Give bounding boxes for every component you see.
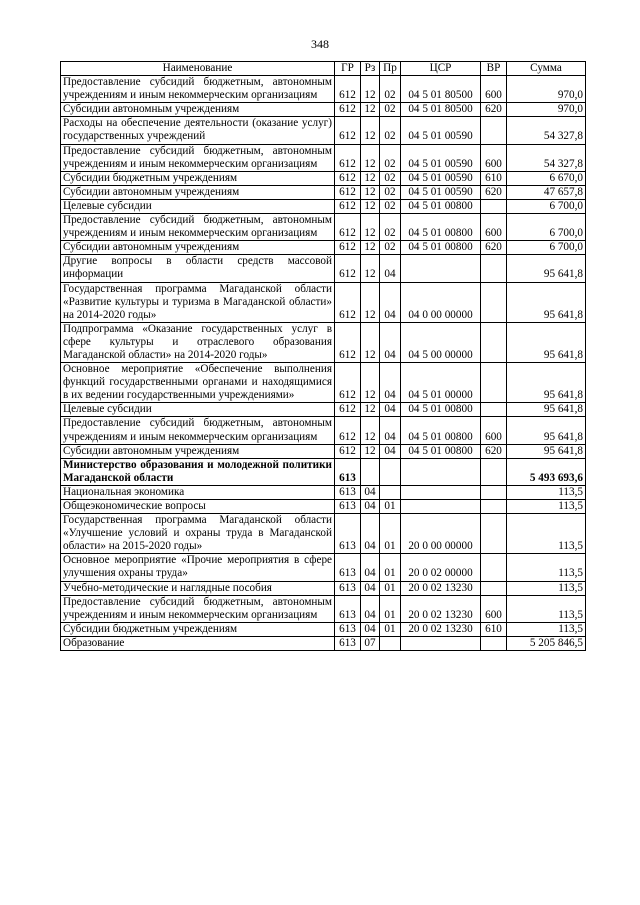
row-gr: 613 [335,554,361,581]
row-name: Национальная экономика [61,485,335,499]
row-gr: 612 [335,214,361,241]
row-rz: 12 [361,282,380,322]
table-row [61,185,586,199]
row-gr: 612 [335,144,361,171]
header-vr: ВР [481,62,507,76]
row-vr: 610 [481,171,507,185]
row-name: Основное мероприятие «Прочие мероприятия в сфере улучшения охраны труда» [61,554,335,581]
row-rz: 12 [361,117,380,144]
row-sum: 113,5 [507,581,586,595]
table-header-row [61,62,586,76]
table-row [61,417,586,444]
row-sum: 5 493 693,6 [507,458,586,485]
table-row [61,595,586,622]
row-rz: 12 [361,255,380,282]
row-name: Целевые субсидии [61,403,335,417]
row-pr: 04 [380,282,401,322]
row-rz: 12 [361,144,380,171]
row-name: Субсидии автономным учреждениям [61,103,335,117]
row-name: Образование [61,636,335,650]
table-row [61,241,586,255]
row-pr: 02 [380,214,401,241]
row-csr: 04 5 01 00590 [401,117,481,144]
table-row [61,255,586,282]
row-rz: 12 [361,214,380,241]
row-vr [481,458,507,485]
row-sum: 95 641,8 [507,444,586,458]
row-csr: 04 5 01 00800 [401,199,481,213]
row-csr: 04 5 01 00800 [401,214,481,241]
row-csr: 04 5 01 00590 [401,171,481,185]
table-row [61,322,586,362]
row-gr: 612 [335,103,361,117]
row-name: Предоставление субсидий бюджетным, автономным учреждениям и иным некоммерческим организациям [61,595,335,622]
row-pr: 01 [380,500,401,514]
row-csr: 04 5 01 80500 [401,103,481,117]
row-sum: 95 641,8 [507,322,586,362]
row-name: Расходы на обеспечение деятельности (оказание услуг) государственных учреждений [61,117,335,144]
row-csr: 04 5 01 00800 [401,403,481,417]
row-csr: 20 0 00 00000 [401,514,481,554]
row-csr: 04 5 01 00590 [401,144,481,171]
row-vr [481,403,507,417]
row-sum: 970,0 [507,76,586,103]
row-vr: 600 [481,144,507,171]
row-name: Учебно-методические и наглядные пособия [61,581,335,595]
row-name: Министерство образования и молодежной политики Магаданской области [61,458,335,485]
table-row [61,636,586,650]
row-csr: 20 0 02 13230 [401,581,481,595]
row-name: Предоставление субсидий бюджетным, автономным учреждениям и иным некоммерческим организациям [61,214,335,241]
row-name: Целевые субсидии [61,199,335,213]
row-rz: 04 [361,595,380,622]
row-gr: 613 [335,458,361,485]
row-name: Субсидии автономным учреждениям [61,444,335,458]
row-gr: 612 [335,76,361,103]
row-rz: 04 [361,554,380,581]
row-sum: 95 641,8 [507,282,586,322]
row-gr: 613 [335,485,361,499]
header-rz: Рз [361,62,380,76]
row-rz: 12 [361,76,380,103]
row-csr [401,500,481,514]
row-rz: 04 [361,500,380,514]
row-name: Основное мероприятие «Обеспечение выполнения функций государственными органами и находящимися в их ведении государственными учреждениями» [61,363,335,403]
row-rz: 12 [361,199,380,213]
row-sum: 95 641,8 [507,363,586,403]
row-rz [361,458,380,485]
row-pr: 01 [380,595,401,622]
row-csr: 20 0 02 00000 [401,554,481,581]
row-sum: 113,5 [507,500,586,514]
row-rz: 12 [361,444,380,458]
row-gr: 613 [335,595,361,622]
table-row [61,581,586,595]
row-pr: 04 [380,403,401,417]
row-pr: 02 [380,76,401,103]
row-sum: 6 670,0 [507,171,586,185]
row-gr: 612 [335,444,361,458]
row-pr: 04 [380,417,401,444]
table-row [61,117,586,144]
row-rz: 04 [361,581,380,595]
row-csr [401,485,481,499]
row-vr [481,500,507,514]
row-gr: 612 [335,255,361,282]
row-sum: 970,0 [507,103,586,117]
table-row [61,514,586,554]
row-gr: 612 [335,171,361,185]
row-rz: 12 [361,171,380,185]
row-name: Предоставление субсидий бюджетным, автономным учреждениям и иным некоммерческим организациям [61,76,335,103]
row-name: Субсидии бюджетным учреждениям [61,171,335,185]
row-sum: 54 327,8 [507,144,586,171]
table-row [61,363,586,403]
row-vr [481,636,507,650]
row-csr: 04 5 01 00800 [401,444,481,458]
row-csr [401,255,481,282]
row-sum: 6 700,0 [507,214,586,241]
row-rz: 12 [361,363,380,403]
row-sum: 95 641,8 [507,255,586,282]
row-csr [401,636,481,650]
row-vr [481,322,507,362]
row-vr [481,199,507,213]
table-row [61,103,586,117]
row-gr: 613 [335,622,361,636]
row-name: Субсидии бюджетным учреждениям [61,622,335,636]
row-pr: 02 [380,241,401,255]
table-body [61,76,586,651]
row-csr: 20 0 02 13230 [401,622,481,636]
row-name: Субсидии автономным учреждениям [61,241,335,255]
row-sum: 113,5 [507,595,586,622]
row-gr: 612 [335,241,361,255]
row-name: Государственная программа Магаданской области «Улучшение условий и охраны труда в Магаданской области» на 2015-2020 годы» [61,514,335,554]
table-row [61,403,586,417]
header-sum: Сумма [507,62,586,76]
row-gr: 613 [335,514,361,554]
row-csr: 20 0 02 13230 [401,595,481,622]
row-gr: 612 [335,117,361,144]
row-sum: 113,5 [507,514,586,554]
row-sum: 6 700,0 [507,241,586,255]
row-name: Общеэкономические вопросы [61,500,335,514]
row-pr: 02 [380,199,401,213]
row-sum: 5 205 846,5 [507,636,586,650]
row-pr: 01 [380,554,401,581]
row-gr: 612 [335,282,361,322]
row-csr: 04 0 00 00000 [401,282,481,322]
row-vr: 600 [481,76,507,103]
row-csr: 04 5 01 00590 [401,185,481,199]
row-csr: 04 5 00 00000 [401,322,481,362]
row-pr [380,636,401,650]
row-name: Субсидии автономным учреждениям [61,185,335,199]
row-gr: 613 [335,581,361,595]
row-sum: 113,5 [507,554,586,581]
table-row [61,554,586,581]
row-csr: 04 5 01 80500 [401,76,481,103]
row-gr: 612 [335,322,361,362]
row-sum: 95 641,8 [507,403,586,417]
row-vr: 600 [481,595,507,622]
row-pr: 01 [380,514,401,554]
row-pr [380,458,401,485]
header-csr: ЦСР [401,62,481,76]
row-rz: 12 [361,322,380,362]
row-sum: 47 657,8 [507,185,586,199]
row-rz: 12 [361,417,380,444]
row-csr: 04 5 01 00000 [401,363,481,403]
row-pr [380,485,401,499]
row-vr [481,363,507,403]
row-pr: 02 [380,185,401,199]
row-gr: 612 [335,185,361,199]
table-row [61,485,586,499]
row-rz: 04 [361,485,380,499]
row-gr: 613 [335,636,361,650]
row-gr: 612 [335,363,361,403]
row-vr [481,255,507,282]
row-csr [401,458,481,485]
row-sum: 54 327,8 [507,117,586,144]
row-csr: 04 5 01 00800 [401,417,481,444]
row-name: Предоставление субсидий бюджетным, автономным учреждениям и иным некоммерческим организациям [61,144,335,171]
row-vr [481,581,507,595]
row-sum: 6 700,0 [507,199,586,213]
row-rz: 07 [361,636,380,650]
row-vr: 600 [481,417,507,444]
row-vr [481,282,507,322]
row-rz: 12 [361,241,380,255]
row-gr: 612 [335,417,361,444]
row-pr: 02 [380,117,401,144]
header-pr: Пр [380,62,401,76]
row-rz: 04 [361,514,380,554]
row-sum: 113,5 [507,485,586,499]
row-pr: 01 [380,622,401,636]
row-pr: 02 [380,171,401,185]
row-vr: 620 [481,241,507,255]
row-vr: 600 [481,214,507,241]
row-gr: 612 [335,199,361,213]
row-sum: 95 641,8 [507,417,586,444]
page-number: 348 [311,37,329,51]
row-vr: 620 [481,444,507,458]
row-gr: 612 [335,403,361,417]
row-name: Предоставление субсидий бюджетным, автономным учреждениям и иным некоммерческим организациям [61,417,335,444]
row-name: Государственная программа Магаданской области «Развитие культуры и туризма в Магаданской области» на 2014-2020 годы» [61,282,335,322]
table-row [61,76,586,103]
row-rz: 12 [361,185,380,199]
row-pr: 02 [380,144,401,171]
table-row [61,444,586,458]
row-vr: 620 [481,103,507,117]
budget-table [60,61,586,651]
row-rz: 12 [361,403,380,417]
row-vr [481,485,507,499]
row-sum: 113,5 [507,622,586,636]
header-name: Наименование [61,62,335,76]
row-vr: 610 [481,622,507,636]
table-row [61,199,586,213]
row-pr: 04 [380,444,401,458]
table-row [61,214,586,241]
row-vr [481,117,507,144]
header-gr: ГР [335,62,361,76]
table-row [61,458,586,485]
row-vr: 620 [481,185,507,199]
row-rz: 04 [361,622,380,636]
row-vr [481,554,507,581]
row-name: Подпрограмма «Оказание государственных услуг в сфере культуры и отраслевого образования Магаданской области» на 2014-2020 годы» [61,322,335,362]
row-name: Другие вопросы в области средств массовой информации [61,255,335,282]
row-pr: 01 [380,581,401,595]
row-rz: 12 [361,103,380,117]
table-row [61,144,586,171]
table-row [61,171,586,185]
row-gr: 613 [335,500,361,514]
row-pr: 04 [380,322,401,362]
table-row [61,622,586,636]
row-csr: 04 5 01 00800 [401,241,481,255]
row-pr: 02 [380,103,401,117]
row-pr: 04 [380,255,401,282]
row-pr: 04 [380,363,401,403]
table-row [61,500,586,514]
row-vr [481,514,507,554]
table-row [61,282,586,322]
